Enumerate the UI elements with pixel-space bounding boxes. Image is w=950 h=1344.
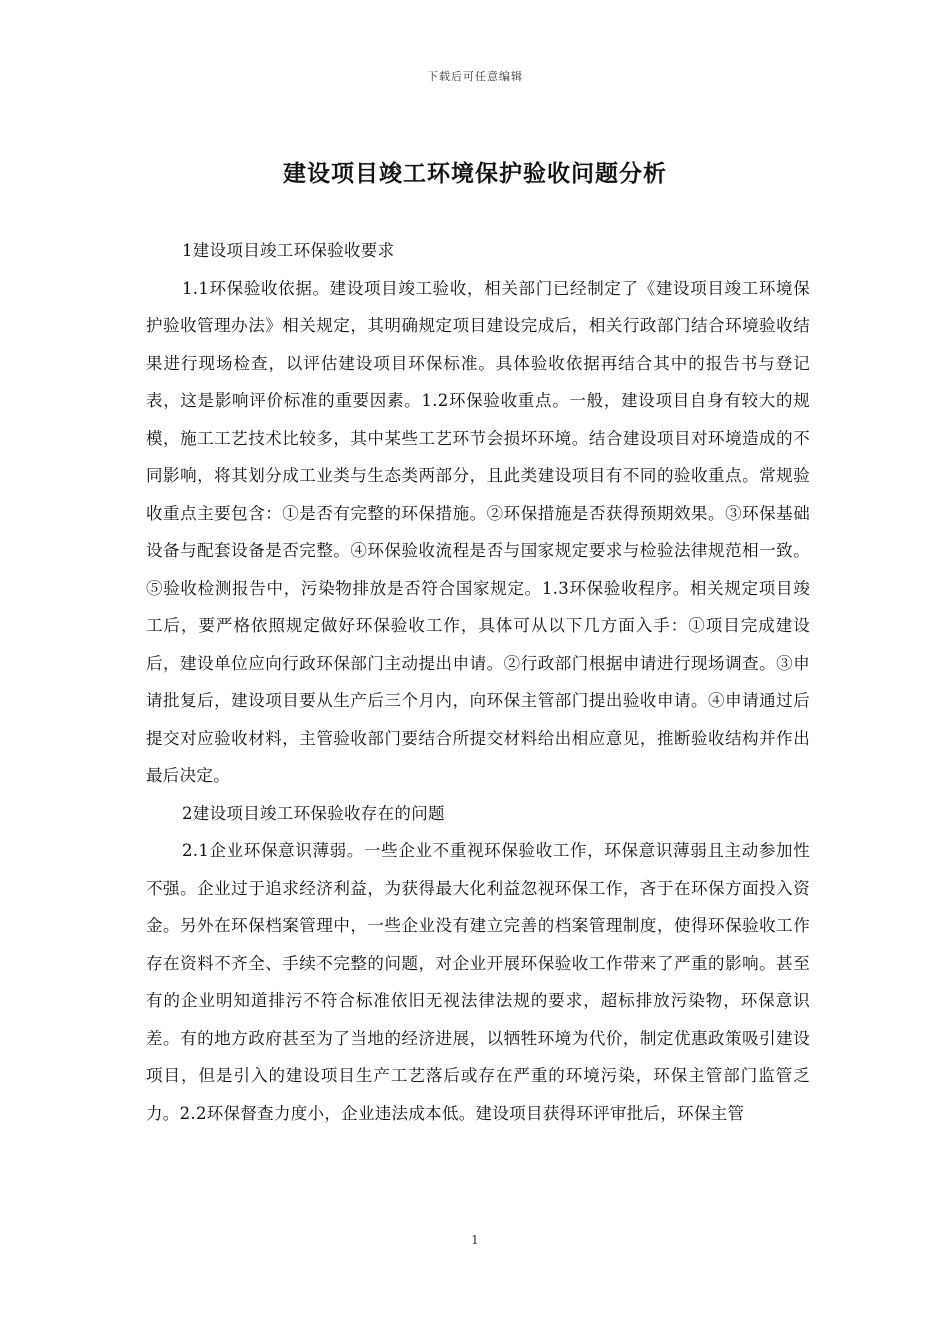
section-2-paragraph: 2.1企业环保意识薄弱。一些企业不重视环保验收工作，环保意识薄弱且主动参加性不强。企业过于追求经济利益，为获得最大化利益忽视环保工作，吝于在环保方面投入资金。另外在环保档案管理中，一些企业没有建立完善的档案管理制度，使得环保验收工作存在资料不齐全、手续不完整的问题，对企业开展环保验收工作带来了严重的影响。甚至有的企业明知道排污不符合标准依旧无视法律法规的要求，超标排放污染物，环保意识差。有的地方政府甚至为了当地的经济进展，以牺牲环境为代价，制定优惠政策吸引建设项目，但是引入的建设项目生产工艺落后或存在严重的环境污染，环保主管部门监管乏力。2.2环保督查力度小，企业违法成本低。建设项目获得环评审批后，环保主管 [146,841,810,1123]
section-2-heading: 2建设项目竣工环保验收存在的问题 [182,803,445,823]
section-1-paragraph: 1.1环保验收依据。建设项目竣工验收，相关部门已经制定了《建设项目竣工环境保护验收管理办法》相关规定，其明确规定项目建设完成后，相关行政部门结合环境验收结果进行现场检查，以评估建设项目环保标准。具体验收依据再结合其中的报告书与登记表，这是影响评价标准的重要因素。1.2环保验收重点。一般，建设项目自身有较大的规模，施工工艺技术比较多，其中某些工艺环节会损坏环境。结合建设项目对环境造成的不同影响，将其划分成工业类与生态类两部分，且此类建设项目有不同的验收重点。常规验收重点主要包含：①是否有完整的环保措施。②环保措施是否获得预期效果。③环保基础设备与配套设备是否完整。④环保验收流程是否与国家规定要求与检验法律规范相一致。⑤验收检测报告中，污染物排放是否符合国家规定。1.3环保验收程序。相关规定项目竣工后，要严格依照规定做好环保验收工作，具体可从以下几方面入手：①项目完成建设后，建设单位应向行政环保部门主动提出申请。②行政部门根据申请进行现场调查。③申请批复后，建设项目要从生产后三个月内，向环保主管部门提出验收申请。④申请通过后提交对应验收材料，主管验收部门要结合所提交材料给出相应意见，推断验收结构并作出最后决定。 [146,278,810,785]
page-number: 1 [471,1233,479,1247]
section-1-heading: 1建设项目竣工环保验收要求 [182,241,395,260]
document-body [146,232,810,1132]
page-header: 下载后可任意编辑 [427,70,523,83]
document-title: 建设项目竣工环境保护验收问题分析 [283,161,667,187]
